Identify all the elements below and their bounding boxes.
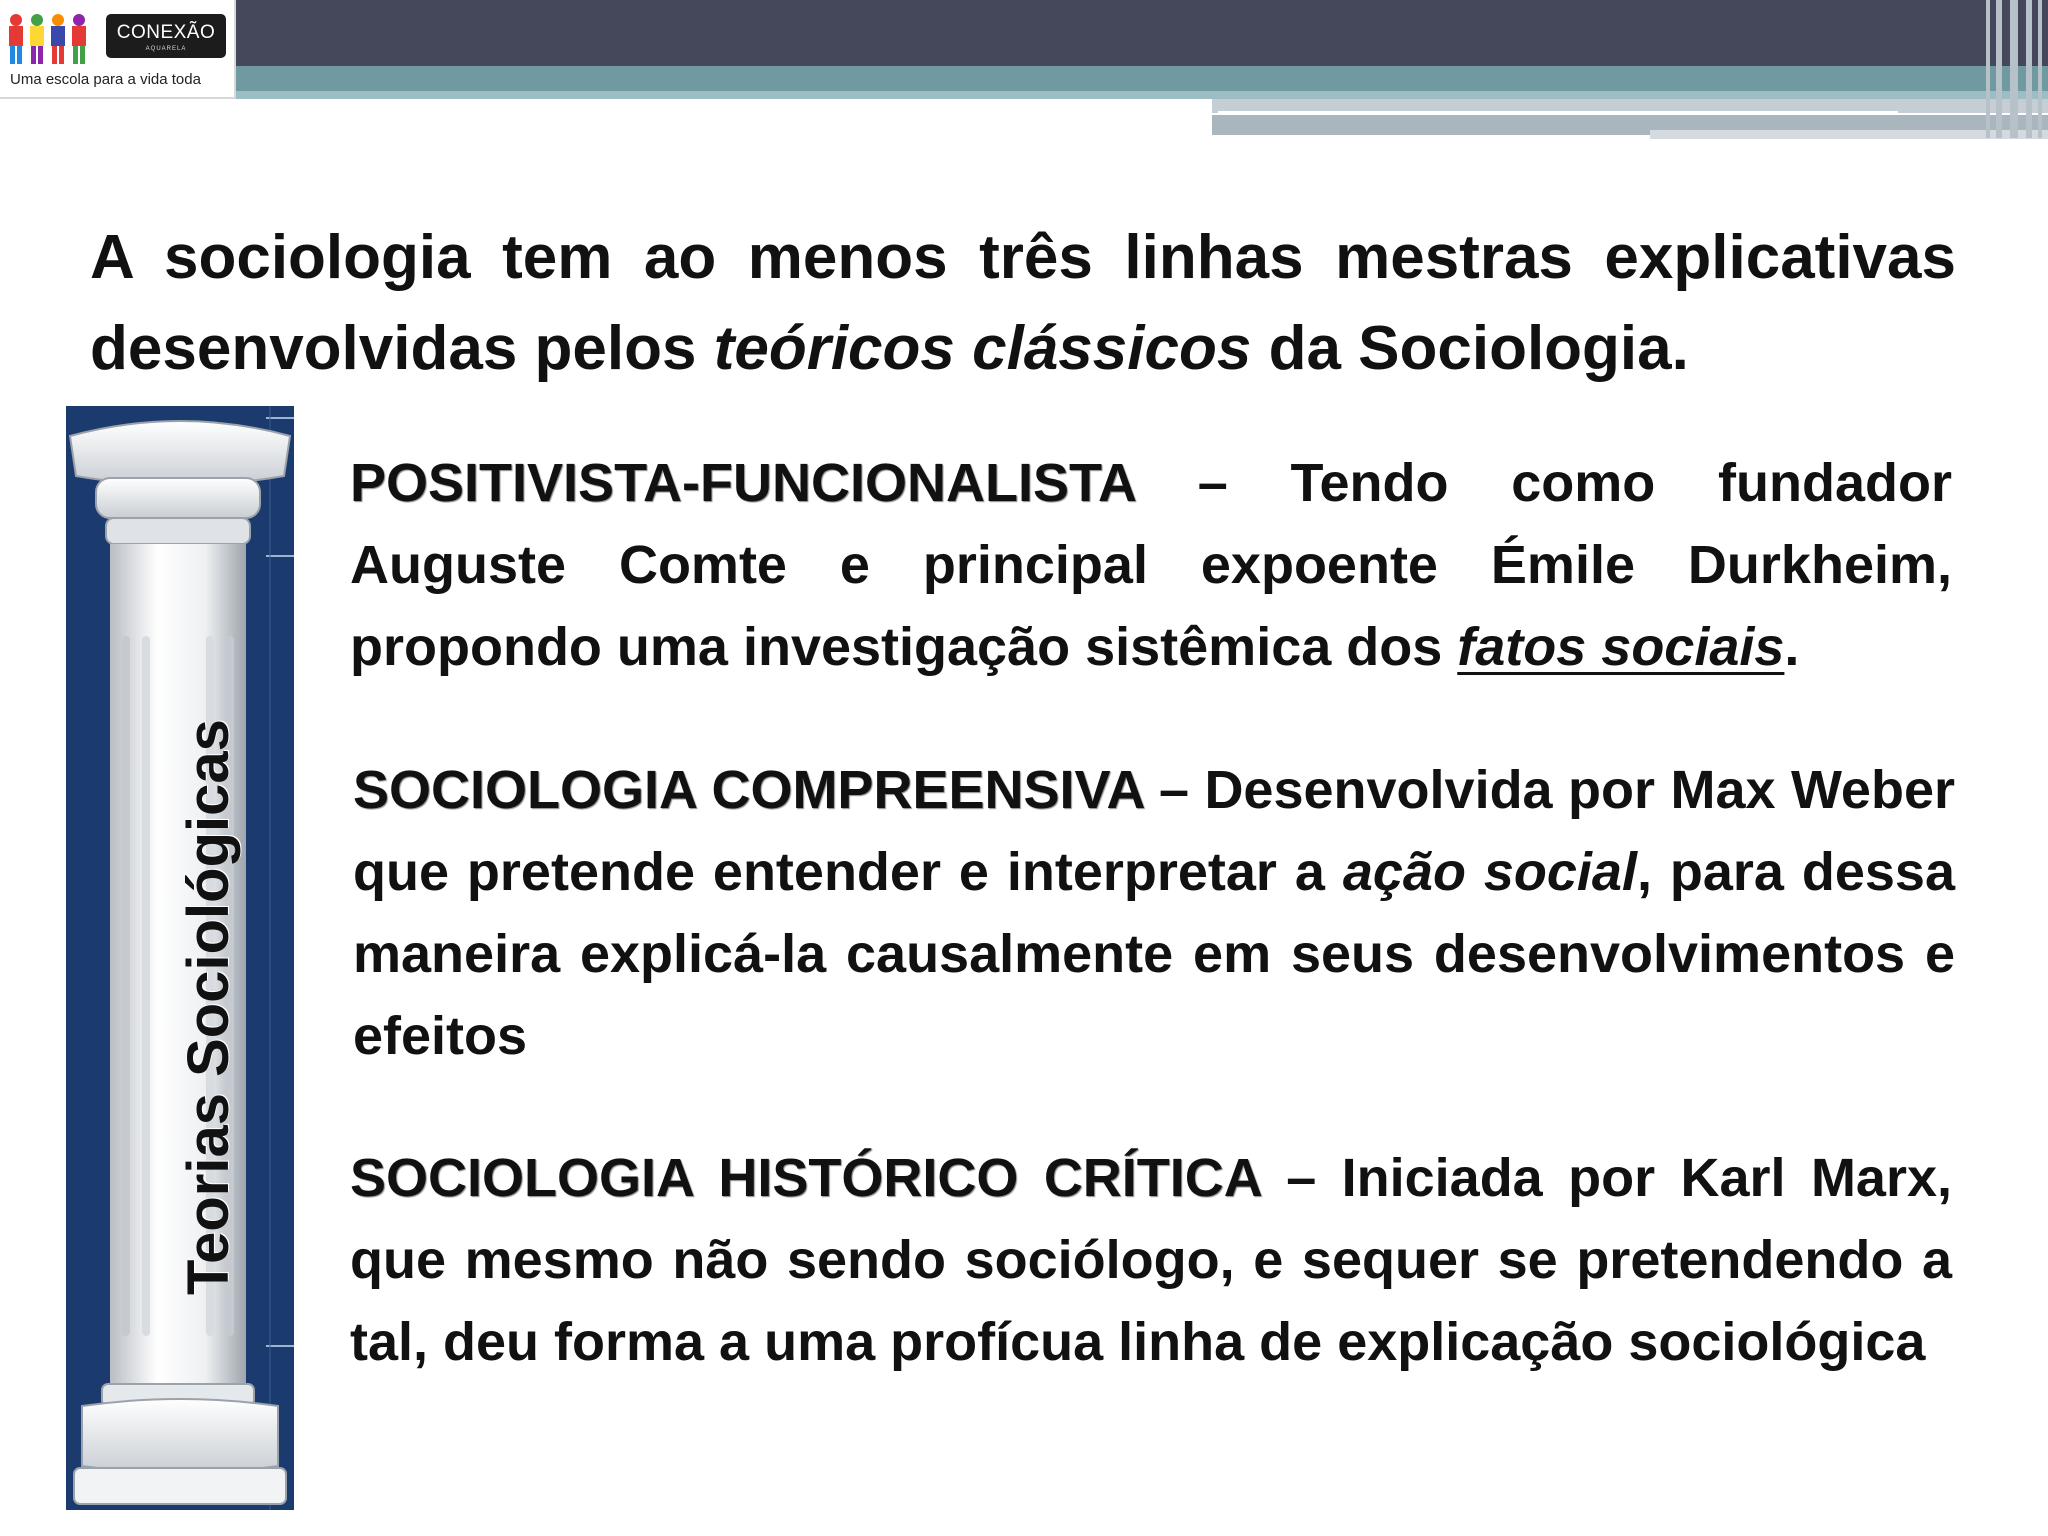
theory-term: SOCIOLOGIA COMPREENSIVA <box>353 760 1144 820</box>
theory-emphasis: fatos sociais <box>1457 617 1785 677</box>
theory-emphasis: ação social <box>1342 842 1637 902</box>
theory-text: Iniciada por Karl Marx, que mesmo não sendo sociólogo, e sequer se pretendendo a tal, deu forma a uma profícua linha de explicação sociológica <box>350 1148 1953 1372</box>
corner-stripe <box>2010 0 2018 138</box>
theory-positivista <box>350 442 1952 688</box>
logo-tagline: Uma escola para a vida toda <box>10 71 201 88</box>
theory-term: POSITIVISTA-FUNCIONALISTA <box>350 453 1135 513</box>
theory-dash: – <box>1260 1148 1342 1208</box>
theory-dash: – <box>1143 760 1205 820</box>
heading-text: A sociologia tem ao menos três linhas mestras explicativas desenvolvidas pelos <box>90 223 1956 383</box>
heading-text-end: da Sociologia. <box>1251 314 1689 383</box>
logo-badge <box>106 14 226 58</box>
theory-text: Desenvolvida por Max Weber que pretende entender e interpretar a <box>353 760 1955 902</box>
theory-term: SOCIOLOGIA HISTÓRICO CRÍTICA <box>350 1148 1261 1208</box>
theory-text-end: . <box>1784 617 1800 677</box>
teal-band <box>234 66 2048 91</box>
theory-historico-critica <box>350 1137 1952 1383</box>
logo-name: CONEXÃO <box>116 22 216 43</box>
corner-stripe <box>2038 0 2042 138</box>
corner-stripe <box>2026 0 2032 138</box>
theory-dash: – <box>1134 453 1291 513</box>
theory-compreensiva <box>353 749 1955 1077</box>
slide-heading <box>90 212 1956 394</box>
children-figures-icon <box>6 6 98 66</box>
column-label: Teorias Sociológicas <box>176 719 241 1295</box>
heading-emphasis: teóricos clássicos <box>713 314 1252 383</box>
corner-stripe <box>1996 0 2002 138</box>
school-logo <box>0 0 236 99</box>
top-band <box>0 0 2048 66</box>
theory-text: Tendo como fundador Auguste Comte e principal expoente Émile Durkheim, propondo uma investigação sistêmica dos <box>350 453 1952 677</box>
teal-band-light <box>234 91 2048 99</box>
corner-stripe <box>1986 0 1990 138</box>
theory-text-end: , para dessa maneira explicá-la causalmente em seus desenvolvimentos e efeitos <box>353 842 1955 1066</box>
logo-subname: AQUARELA <box>145 46 187 52</box>
